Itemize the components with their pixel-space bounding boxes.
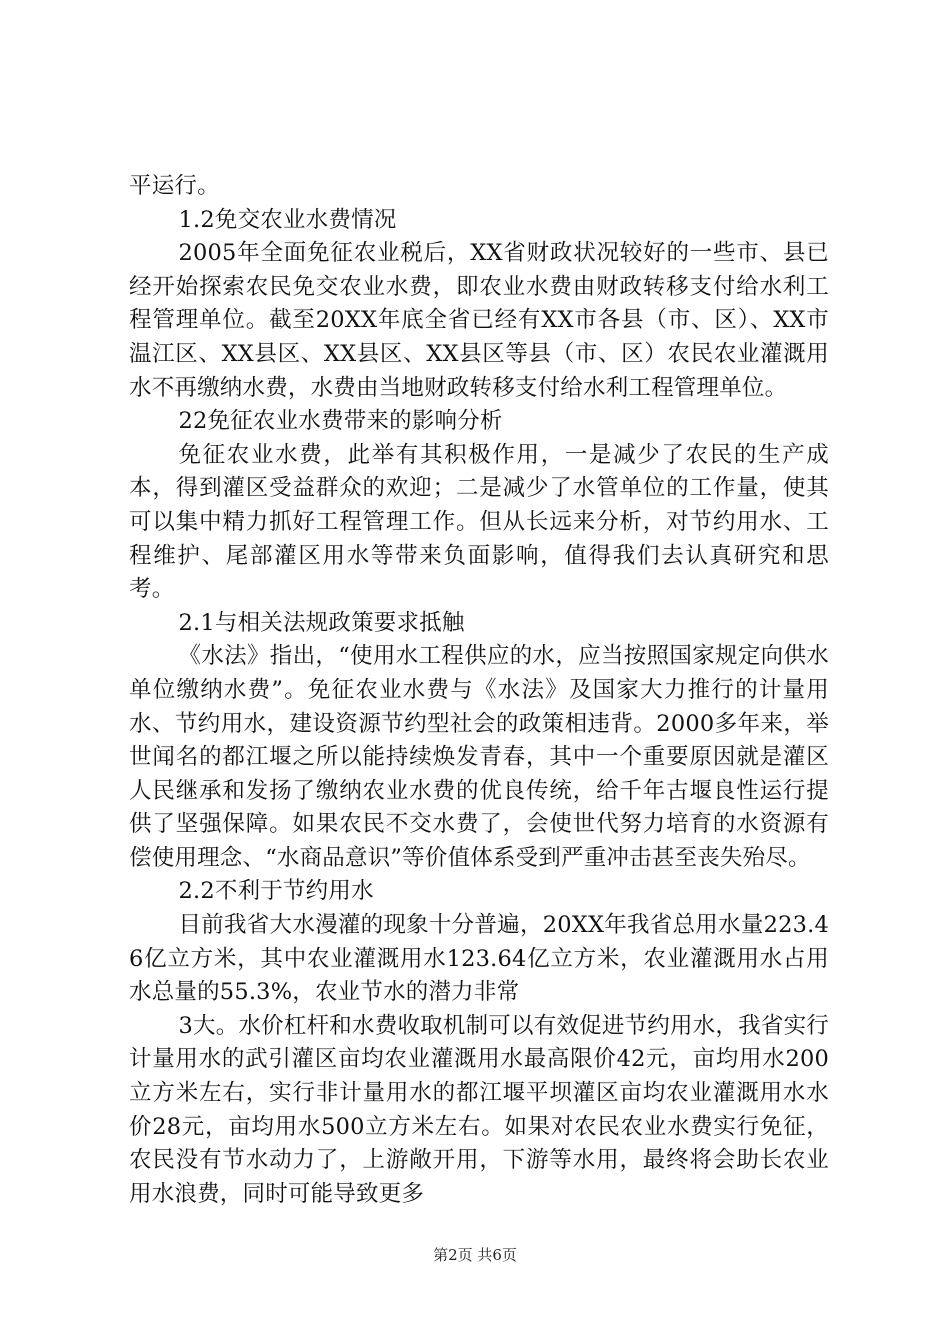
section-heading-1-2: 1.2免交农业水费情况: [178, 206, 397, 233]
section-heading-2-1: 2.1与相关法规政策要求抵触: [178, 609, 465, 636]
paragraph-water-usage: 目前我省大水漫灌的现象十分普遍，20XX年我省总用水量223.46亿立方米，其中农业灌溉用水123.64亿立方米，农业灌溉用水占用水总量的55.3%，农业节水的潜力非常: [129, 912, 829, 1006]
paragraph-free-water-fee: 2005年全面免征农业税后，XX省财政状况较好的一些市、县已经开始探索农民免交农业水费，即农业水费由财政转移支付给水利工程管理单位。截至20XX年底全省已经有XX市各县（市、区）、XX市温江区、XX县区、XX县区、XX县区等县（市、区）农民农业灌溉用水不再缴纳水费，水费由当地财政转移支付给水利工程管理单位。: [129, 240, 829, 401]
paragraph-continuation: 平运行。: [129, 173, 220, 199]
section-heading-2-2: 2.2不利于节约用水: [178, 878, 374, 905]
page-footer: 第2页 共6页: [433, 1246, 517, 1264]
paragraph-water-law: 《水法》指出，“使用水工程供应的水，应当按照国家规定向供水单位缴纳水费”。免征农业水费与《水法》及国家大力推行的计量用水、节约用水，建设资源节约型社会的政策相违背。2000多年来，举世闻名的都江堰之所以能持续焕发青春，其中一个重要原因就是灌区人民继承和发扬了缴纳农业水费的优良传统，给千年古堰良性运行提供了坚强保障。如果农民不交水费了，会使世代努力培育的水资源有偿使用理念、“水商品意识”等价值体系受到严重冲击甚至丧失殆尽。: [129, 643, 829, 871]
section-heading-2: 22免征农业水费带来的影响分析: [178, 408, 503, 435]
document-body: [129, 170, 829, 1211]
paragraph-water-pricing: 3大。水价杠杆和水费收取机制可以有效促进节约用水，我省实行计量用水的武引灌区亩均农业灌溉用水最高限价42元，亩均用水200立方米左右，实行非计量用水的都江堰平坝灌区亩均农业灌溉用水水价28元，亩均用水500立方米左右。如果对农民农业水费实行免征，农民没有节水动力了，上游敞开用，下游等水用，最终将会助长农业用水浪费，同时可能导致更多: [129, 1012, 829, 1207]
paragraph-impact-analysis: 免征农业水费，此举有其积极作用，一是减少了农民的生产成本，得到灌区受益群众的欢迎；二是减少了水管单位的工作量，使其可以集中精力抓好工程管理工作。但从长远来分析，对节约用水、工程维护、尾部灌区用水等带来负面影响，值得我们去认真研究和思考。: [129, 441, 829, 603]
